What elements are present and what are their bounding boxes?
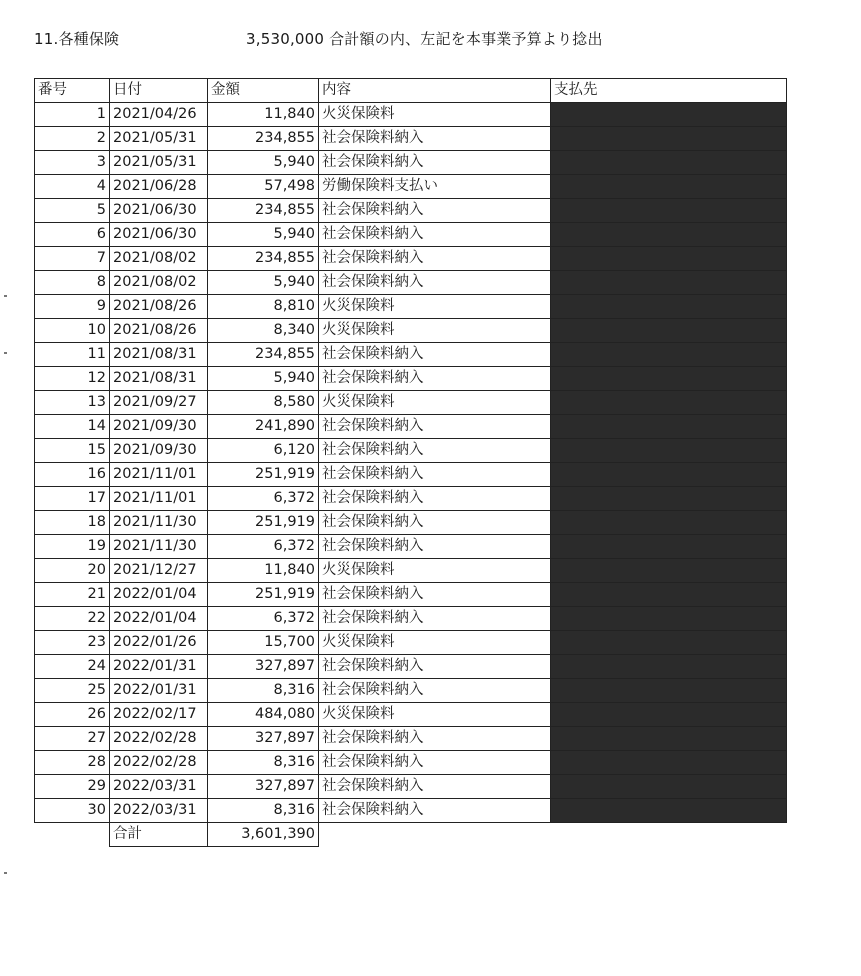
cell-description: 社会保険料納入 — [319, 463, 551, 487]
column-header-payee: 支払先 — [551, 79, 787, 103]
table-row — [35, 223, 787, 247]
cell-description: 社会保険料納入 — [319, 727, 551, 751]
cell-payee-redacted — [551, 535, 787, 559]
cell-amount: 234,855 — [208, 199, 319, 223]
cell-description: 社会保険料納入 — [319, 151, 551, 175]
column-header-description: 内容 — [319, 79, 551, 103]
cell-description: 社会保険料納入 — [319, 535, 551, 559]
cell-date: 2021/11/30 — [110, 511, 208, 535]
cell-payee-redacted — [551, 511, 787, 535]
table-row — [35, 631, 787, 655]
cell-date: 2021/04/26 — [110, 103, 208, 127]
cell-payee-redacted — [551, 487, 787, 511]
total-row-spacer — [319, 823, 551, 847]
cell-amount: 11,840 — [208, 103, 319, 127]
cell-number: 1 — [35, 103, 110, 127]
cell-description: 社会保険料納入 — [319, 223, 551, 247]
cell-payee-redacted — [551, 703, 787, 727]
scan-speck — [4, 352, 7, 354]
total-amount: 3,601,390 — [208, 823, 319, 847]
cell-date: 2021/08/02 — [110, 271, 208, 295]
cell-number: 12 — [35, 367, 110, 391]
page-header — [0, 28, 861, 52]
table-row — [35, 343, 787, 367]
cell-amount: 234,855 — [208, 247, 319, 271]
cell-amount: 241,890 — [208, 415, 319, 439]
cell-number: 5 — [35, 199, 110, 223]
cell-number: 15 — [35, 439, 110, 463]
cell-payee-redacted — [551, 799, 787, 823]
cell-number: 30 — [35, 799, 110, 823]
cell-description: 社会保険料納入 — [319, 367, 551, 391]
cell-date: 2022/01/31 — [110, 679, 208, 703]
scan-speck — [4, 295, 7, 297]
cell-date: 2021/11/30 — [110, 535, 208, 559]
cell-number: 19 — [35, 535, 110, 559]
cell-amount: 8,316 — [208, 679, 319, 703]
cell-description: 社会保険料納入 — [319, 583, 551, 607]
cell-date: 2021/08/02 — [110, 247, 208, 271]
cell-amount: 8,316 — [208, 799, 319, 823]
cell-date: 2021/09/30 — [110, 439, 208, 463]
table-row — [35, 727, 787, 751]
cell-number: 2 — [35, 127, 110, 151]
column-header-amount: 金額 — [208, 79, 319, 103]
total-row-spacer — [35, 823, 110, 847]
cell-payee-redacted — [551, 103, 787, 127]
column-header-number: 番号 — [35, 79, 110, 103]
table-row — [35, 463, 787, 487]
cell-date: 2022/01/31 — [110, 655, 208, 679]
cell-payee-redacted — [551, 439, 787, 463]
cell-number: 29 — [35, 775, 110, 799]
cell-date: 2021/09/30 — [110, 415, 208, 439]
cell-description: 社会保険料納入 — [319, 607, 551, 631]
table-row — [35, 607, 787, 631]
table-row — [35, 511, 787, 535]
table-row — [35, 703, 787, 727]
insurance-ledger-table — [34, 78, 787, 847]
cell-payee-redacted — [551, 463, 787, 487]
cell-payee-redacted — [551, 631, 787, 655]
table-row — [35, 487, 787, 511]
cell-date: 2022/01/04 — [110, 583, 208, 607]
cell-number: 10 — [35, 319, 110, 343]
cell-description: 社会保険料納入 — [319, 247, 551, 271]
cell-number: 16 — [35, 463, 110, 487]
cell-payee-redacted — [551, 343, 787, 367]
cell-amount: 8,316 — [208, 751, 319, 775]
total-row-spacer — [551, 823, 787, 847]
cell-payee-redacted — [551, 391, 787, 415]
cell-description: 火災保険料 — [319, 391, 551, 415]
cell-payee-redacted — [551, 415, 787, 439]
cell-payee-redacted — [551, 175, 787, 199]
cell-description: 社会保険料納入 — [319, 343, 551, 367]
cell-payee-redacted — [551, 775, 787, 799]
cell-number: 25 — [35, 679, 110, 703]
table-row — [35, 775, 787, 799]
cell-description: 社会保険料納入 — [319, 655, 551, 679]
cell-amount: 484,080 — [208, 703, 319, 727]
cell-description: 火災保険料 — [319, 103, 551, 127]
cell-number: 7 — [35, 247, 110, 271]
column-header-date: 日付 — [110, 79, 208, 103]
cell-description: 火災保険料 — [319, 703, 551, 727]
cell-number: 27 — [35, 727, 110, 751]
table-header-row — [35, 79, 787, 103]
cell-date: 2021/12/27 — [110, 559, 208, 583]
cell-number: 6 — [35, 223, 110, 247]
table-row — [35, 751, 787, 775]
cell-number: 21 — [35, 583, 110, 607]
cell-amount: 11,840 — [208, 559, 319, 583]
cell-number: 4 — [35, 175, 110, 199]
cell-payee-redacted — [551, 727, 787, 751]
cell-date: 2021/06/28 — [110, 175, 208, 199]
cell-date: 2022/01/04 — [110, 607, 208, 631]
cell-payee-redacted — [551, 271, 787, 295]
cell-date: 2021/05/31 — [110, 151, 208, 175]
cell-description: 社会保険料納入 — [319, 511, 551, 535]
cell-amount: 6,372 — [208, 607, 319, 631]
cell-date: 2022/03/31 — [110, 799, 208, 823]
cell-payee-redacted — [551, 367, 787, 391]
cell-amount: 6,372 — [208, 535, 319, 559]
cell-date: 2022/02/17 — [110, 703, 208, 727]
cell-date: 2021/06/30 — [110, 199, 208, 223]
cell-payee-redacted — [551, 607, 787, 631]
cell-amount: 57,498 — [208, 175, 319, 199]
cell-date: 2022/03/31 — [110, 775, 208, 799]
cell-description: 火災保険料 — [319, 559, 551, 583]
cell-description: 社会保険料納入 — [319, 487, 551, 511]
cell-description: 労働保険料支払い — [319, 175, 551, 199]
cell-number: 20 — [35, 559, 110, 583]
cell-amount: 5,940 — [208, 271, 319, 295]
table-row — [35, 439, 787, 463]
cell-date: 2021/11/01 — [110, 463, 208, 487]
table-row — [35, 271, 787, 295]
cell-amount: 5,940 — [208, 151, 319, 175]
cell-payee-redacted — [551, 751, 787, 775]
cell-number: 18 — [35, 511, 110, 535]
cell-description: 火災保険料 — [319, 631, 551, 655]
table-row — [35, 175, 787, 199]
funding-note: 3,530,000 合計額の内、左記を本事業予算より捻出 — [246, 30, 603, 48]
table-row — [35, 295, 787, 319]
table-row — [35, 103, 787, 127]
table-row — [35, 535, 787, 559]
cell-payee-redacted — [551, 559, 787, 583]
cell-number: 17 — [35, 487, 110, 511]
cell-amount: 251,919 — [208, 511, 319, 535]
total-label: 合計 — [110, 823, 208, 847]
cell-description: 社会保険料納入 — [319, 271, 551, 295]
section-title: 11.各種保険 — [34, 30, 120, 48]
cell-description: 社会保険料納入 — [319, 679, 551, 703]
cell-date: 2021/08/31 — [110, 367, 208, 391]
table-row — [35, 247, 787, 271]
cell-payee-redacted — [551, 127, 787, 151]
cell-description: 火災保険料 — [319, 295, 551, 319]
cell-date: 2022/02/28 — [110, 727, 208, 751]
cell-amount: 327,897 — [208, 775, 319, 799]
table-row — [35, 367, 787, 391]
cell-payee-redacted — [551, 655, 787, 679]
table-row — [35, 559, 787, 583]
cell-number: 14 — [35, 415, 110, 439]
total-row — [35, 823, 787, 847]
table-row — [35, 583, 787, 607]
cell-date: 2021/11/01 — [110, 487, 208, 511]
cell-amount: 234,855 — [208, 127, 319, 151]
cell-description: 社会保険料納入 — [319, 127, 551, 151]
cell-payee-redacted — [551, 583, 787, 607]
cell-amount: 251,919 — [208, 463, 319, 487]
table-row — [35, 199, 787, 223]
cell-payee-redacted — [551, 679, 787, 703]
cell-number: 24 — [35, 655, 110, 679]
cell-description: 社会保険料納入 — [319, 775, 551, 799]
cell-payee-redacted — [551, 223, 787, 247]
table-row — [35, 127, 787, 151]
cell-number: 13 — [35, 391, 110, 415]
cell-description: 社会保険料納入 — [319, 799, 551, 823]
cell-amount: 8,340 — [208, 319, 319, 343]
cell-amount: 327,897 — [208, 727, 319, 751]
table-row — [35, 655, 787, 679]
cell-amount: 6,372 — [208, 487, 319, 511]
table-row — [35, 799, 787, 823]
table-row — [35, 391, 787, 415]
cell-amount: 8,810 — [208, 295, 319, 319]
cell-number: 3 — [35, 151, 110, 175]
cell-amount: 8,580 — [208, 391, 319, 415]
table-row — [35, 415, 787, 439]
cell-date: 2021/08/26 — [110, 295, 208, 319]
cell-date: 2021/06/30 — [110, 223, 208, 247]
cell-amount: 5,940 — [208, 367, 319, 391]
cell-payee-redacted — [551, 247, 787, 271]
cell-amount: 251,919 — [208, 583, 319, 607]
cell-description: 社会保険料納入 — [319, 415, 551, 439]
cell-date: 2021/05/31 — [110, 127, 208, 151]
cell-date: 2022/02/28 — [110, 751, 208, 775]
cell-description: 社会保険料納入 — [319, 439, 551, 463]
cell-amount: 234,855 — [208, 343, 319, 367]
table-row — [35, 319, 787, 343]
cell-number: 23 — [35, 631, 110, 655]
cell-date: 2022/01/26 — [110, 631, 208, 655]
cell-description: 火災保険料 — [319, 319, 551, 343]
cell-description: 社会保険料納入 — [319, 199, 551, 223]
cell-payee-redacted — [551, 319, 787, 343]
cell-payee-redacted — [551, 199, 787, 223]
table-row — [35, 151, 787, 175]
table-row — [35, 679, 787, 703]
table-body — [35, 103, 787, 847]
cell-number: 22 — [35, 607, 110, 631]
cell-number: 8 — [35, 271, 110, 295]
cell-number: 26 — [35, 703, 110, 727]
cell-amount: 5,940 — [208, 223, 319, 247]
cell-date: 2021/08/26 — [110, 319, 208, 343]
cell-date: 2021/08/31 — [110, 343, 208, 367]
cell-number: 28 — [35, 751, 110, 775]
cell-amount: 327,897 — [208, 655, 319, 679]
cell-amount: 15,700 — [208, 631, 319, 655]
cell-number: 9 — [35, 295, 110, 319]
cell-date: 2021/09/27 — [110, 391, 208, 415]
scan-speck — [4, 872, 7, 874]
cell-number: 11 — [35, 343, 110, 367]
cell-payee-redacted — [551, 151, 787, 175]
cell-payee-redacted — [551, 295, 787, 319]
cell-amount: 6,120 — [208, 439, 319, 463]
cell-description: 社会保険料納入 — [319, 751, 551, 775]
